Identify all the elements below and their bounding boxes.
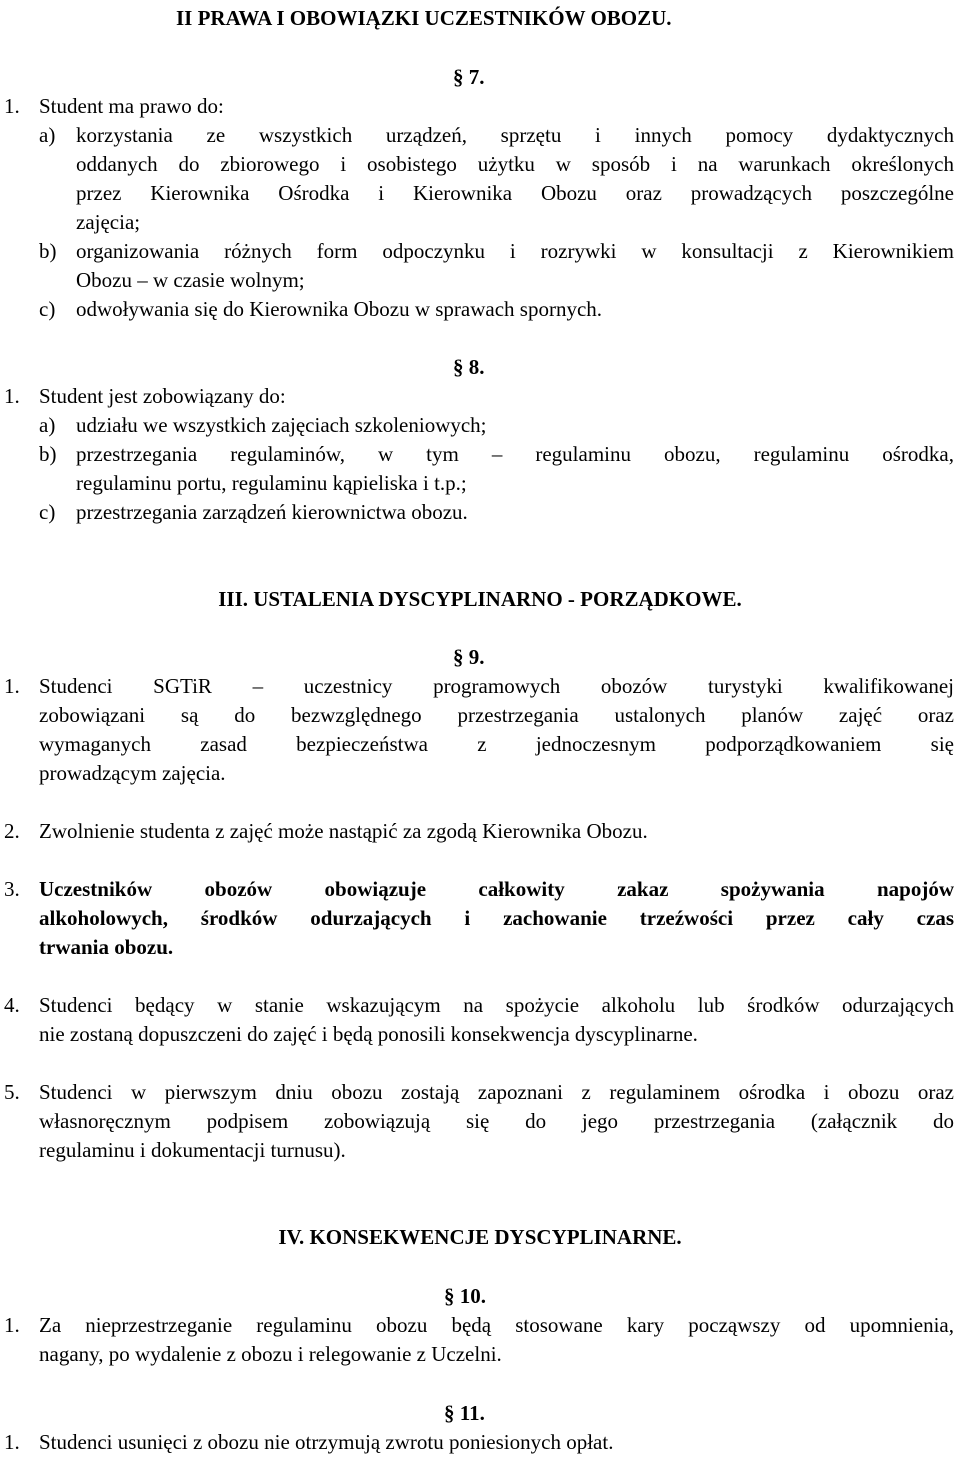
p8-b-marker: b): [39, 442, 57, 466]
section-2-title: II PRAWA I OBOWIĄZKI UCZESTNIKÓW OBOZU.: [176, 6, 672, 30]
p8-item-1-number: 1.: [4, 384, 20, 408]
p9-item-3-line-2: alkoholowych, środków odurzających i zachowanie trzeźwości przez cały czas: [39, 906, 954, 930]
p9-item-3-line-3: trwania obozu.: [39, 935, 174, 959]
paragraph-10-heading: § 10.: [444, 1284, 486, 1308]
section-3-title: [0, 585, 960, 614]
p7-a-line-3: przez Kierownika Ośrodka i Kierownika Obozu oraz prowadzących poszczególne: [76, 181, 954, 205]
p9-item-1-line-2: zobowiązani są do bezwzględnego przestrzegania ustalonych planów zajęć oraz: [39, 703, 954, 727]
paragraph-9-heading: § 9.: [453, 645, 485, 669]
p7-b-line-2: Obozu – w czasie wolnym;: [76, 268, 305, 292]
p9-item-1-line-4: prowadzącym zajęcia.: [39, 761, 226, 785]
p8-b-line-1: przestrzegania regulaminów, w tym – regulaminu obozu, regulaminu ośrodka,: [76, 442, 954, 466]
p9-item-5-line-2: własnoręcznym podpisem zobowiązują się do jego przestrzegania (załącznik do: [39, 1109, 954, 1133]
p7-a-marker: a): [39, 123, 56, 147]
paragraph-8-heading: § 8.: [453, 355, 485, 379]
p9-item-5-number: 5.: [4, 1080, 20, 1104]
p10-item-1-line-1: Za nieprzestrzeganie regulaminu obozu będą stosowane kary począwszy od upomnienia,: [39, 1313, 954, 1337]
p9-item-5-line-3: regulaminu i dokumentacji turnusu).: [39, 1138, 346, 1162]
p9-item-4-line-2: nie zostaną dopuszczeni do zajęć i będą ponosili konsekwencja dyscyplinarne.: [39, 1022, 698, 1046]
p8-item-1-text: Student jest zobowiązany do:: [39, 384, 286, 408]
p9-item-3-number: 3.: [4, 877, 20, 901]
p9-item-2-number: 2.: [4, 819, 20, 843]
p7-item-1-number: 1.: [4, 94, 20, 118]
p7-a-line-2: oddanych do zbiorowego i osobistego użytku w sposób i na warunkach określonych: [76, 152, 954, 176]
p7-b-marker: b): [39, 239, 57, 263]
p11-item-1-line-1: Studenci usunięci z obozu nie otrzymują zwrotu poniesionych opłat.: [39, 1430, 614, 1454]
p9-item-1-line-3: wymaganych zasad bezpieczeństwa z jednoczesnym podporządkowaniem się: [39, 732, 954, 756]
p7-c-marker: c): [39, 297, 56, 321]
p8-c-line-1: przestrzegania zarządzeń kierownictwa obozu.: [76, 500, 468, 524]
p8-a-marker: a): [39, 413, 56, 437]
paragraph-11-heading: § 11.: [444, 1401, 485, 1425]
p9-item-4-number: 4.: [4, 993, 20, 1017]
p7-b-line-1: organizowania różnych form odpoczynku i rozrywki w konsultacji z Kierownikiem: [76, 239, 954, 263]
p9-item-5-line-1: Studenci w pierwszym dniu obozu zostają zapoznani z regulaminem ośrodka i obozu oraz: [39, 1080, 954, 1104]
section-4-title: [0, 1223, 960, 1252]
section-4-title-text: IV. KONSEKWENCJE DYSCYPLINARNE.: [278, 1225, 682, 1249]
p8-a-line-1: udziału we wszystkich zajęciach szkoleniowych;: [76, 413, 487, 437]
p7-item-1-text: Student ma prawo do:: [39, 94, 224, 118]
p10-item-1-line-2: nagany, po wydalenie z obozu i relegowanie z Uczelni.: [39, 1342, 502, 1366]
paragraph-7-heading: § 7.: [453, 65, 485, 89]
p7-a-line-4: zajęcia;: [76, 210, 141, 234]
p11-item-1-number: 1.: [4, 1430, 20, 1454]
p9-item-4-line-1: Studenci będący w stanie wskazującym na spożycie alkoholu lub środków odurzających: [39, 993, 954, 1017]
p9-item-1-number: 1.: [4, 674, 20, 698]
section-3-title-text: III. USTALENIA DYSCYPLINARNO - PORZĄDKOWE.: [218, 587, 742, 611]
p8-b-line-2: regulaminu portu, regulaminu kąpieliska i t.p.;: [76, 471, 467, 495]
p8-c-marker: c): [39, 500, 56, 524]
p9-item-1-line-1: Studenci SGTiR – uczestnicy programowych obozów turystyki kwalifikowanej: [39, 674, 954, 698]
p7-a-line-1: korzystania ze wszystkich urządzeń, sprzętu i innych pomocy dydaktycznych: [76, 123, 954, 147]
p10-item-1-number: 1.: [4, 1313, 20, 1337]
p7-c-line-1: odwoływania się do Kierownika Obozu w sprawach spornych.: [76, 297, 603, 321]
p9-item-2-line-1: Zwolnienie studenta z zajęć może nastąpić za zgodą Kierownika Obozu.: [39, 819, 648, 843]
p9-item-3-line-1: Uczestników obozów obowiązuje całkowity zakaz spożywania napojów: [39, 877, 954, 901]
